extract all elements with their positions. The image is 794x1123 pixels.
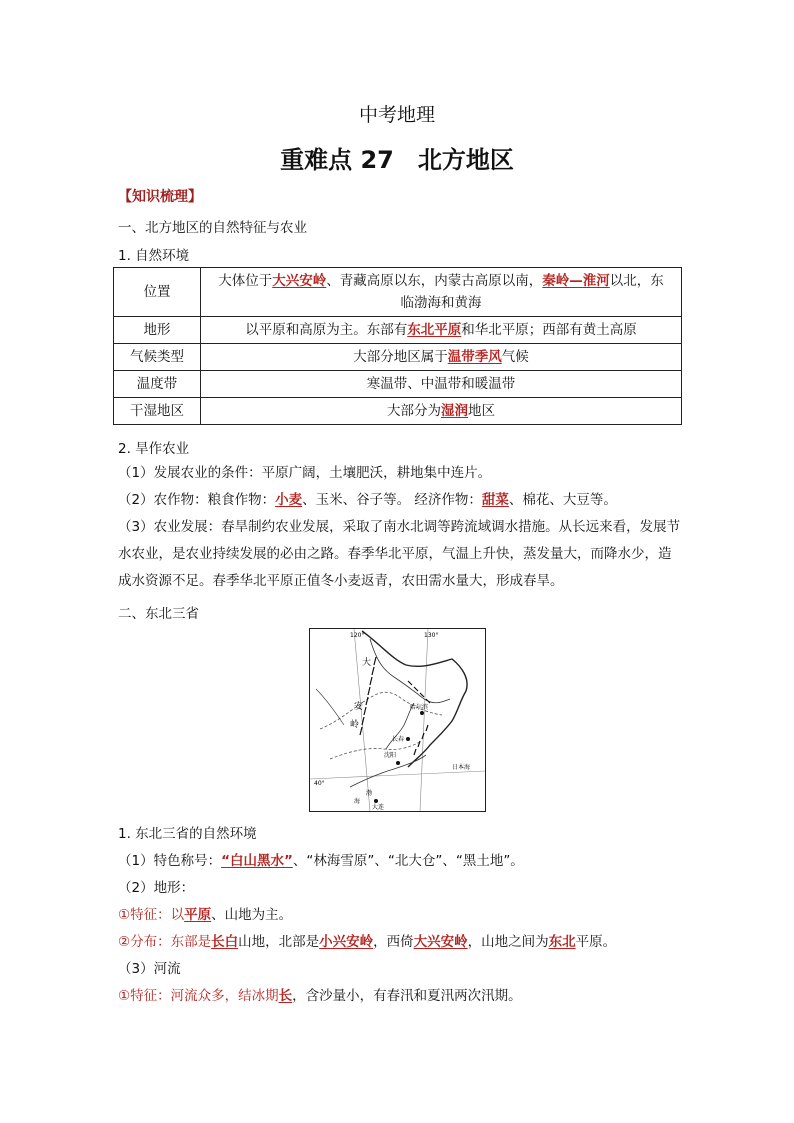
table-row <box>114 398 682 425</box>
city-marker-dalian <box>374 799 378 803</box>
text-segment: 、青藏高原以东，内蒙古高原以南， <box>326 273 543 289</box>
table-label: 位置 <box>114 268 201 317</box>
text-segment: 地区 <box>468 403 495 419</box>
text-segment: 临渤海和黄海 <box>400 295 482 311</box>
text-segment: 气候 <box>501 349 529 365</box>
text-segment: 以平原和高原为主。东部有 <box>245 322 408 338</box>
environment-table <box>113 267 682 425</box>
table-row <box>114 268 682 317</box>
paragraph: （3）农业发展：春旱制约农业发展，采取了南水北调等跨流域调水措施。从长远来看，发展节水农业，是农业持续发展的必由之路。春季华北平原，气温上升快，蒸发量大，而降水少，造成水资源不足。春季华北平原正值冬小麦返青，农田需水量大，形成春旱。 <box>118 519 681 589</box>
text-segment: 以北，东 <box>609 273 664 289</box>
key-term: 平原 <box>184 907 212 923</box>
map-label: 沈阳 <box>384 752 397 759</box>
key-term: 甜菜 <box>481 492 509 508</box>
city-marker-harbin <box>420 711 424 715</box>
map-label: 海 <box>354 798 361 805</box>
province-border <box>330 741 422 759</box>
paragraph <box>118 984 522 1004</box>
text-segment: （2）农作物：粮食作物： <box>118 492 276 508</box>
part1-sub1: 1. 自然环境 <box>118 248 190 264</box>
table-row <box>114 344 682 371</box>
paragraph <box>118 903 292 923</box>
table-label: 干湿地区 <box>114 398 201 425</box>
map-label: 渤 <box>366 790 373 797</box>
map-label: 大 <box>362 658 372 668</box>
table-label: 地形 <box>114 317 201 344</box>
map-label: 安 <box>354 702 364 712</box>
table-row <box>114 317 682 344</box>
text-segment: ，含沙量小，有春汛和夏汛两次汛期。 <box>292 988 522 1004</box>
page-subject: 中考地理 <box>358 104 435 126</box>
table-row <box>114 371 682 398</box>
table-label: 气候类型 <box>114 344 201 371</box>
mountain-range-xiao-xing-an <box>408 681 430 703</box>
text-segment: 大部分为 <box>387 403 441 419</box>
text-segment: （1）特色称号： <box>118 853 222 869</box>
text-segment: 平原。 <box>575 934 617 950</box>
text-segment: 大体位于 <box>218 273 273 289</box>
key-term: 小麦 <box>275 492 303 508</box>
text-segment: ，西倚 <box>373 934 414 950</box>
key-term: 温带季风 <box>447 349 502 365</box>
meridian-line <box>420 629 428 811</box>
key-term: 长白 <box>211 934 239 950</box>
map-label: 日本海 <box>452 764 471 771</box>
section-tag: 【知识梳理】 <box>118 189 202 205</box>
key-term: 东北 <box>548 934 576 950</box>
text-segment: 山地，北部是 <box>238 934 320 950</box>
paragraph <box>118 930 616 950</box>
map-label: 大连 <box>372 804 385 811</box>
parallel-line <box>310 771 485 779</box>
text-segment: 、棉花、大豆等。 <box>508 492 617 508</box>
table-label: 温度带 <box>114 371 201 398</box>
map-label: 120° <box>350 632 365 639</box>
text-segment: 、“林海雪原”、“北大仓”、“黑土地”。 <box>292 853 524 869</box>
table-cell-location <box>201 268 682 317</box>
map-label: 130° <box>424 632 439 639</box>
text-segment: 、山地为主。 <box>211 907 293 923</box>
key-term: 大兴安岭 <box>272 273 327 289</box>
city-marker-changchun <box>406 737 410 741</box>
text-segment: 大部分地区属于 <box>353 349 448 365</box>
map-label: 岭 <box>350 720 360 730</box>
text-segment: 、玉米、谷子等。 经济作物： <box>302 492 482 508</box>
key-term: 大兴安岭 <box>413 934 468 950</box>
part2-sub1: 1. 东北三省的自然环境 <box>118 826 257 842</box>
key-term: “白山黑水” <box>221 853 293 869</box>
northeast-map <box>309 628 486 812</box>
table-cell-temperature: 寒温带、中温带和暖温带 <box>201 371 682 398</box>
table-cell-terrain <box>201 317 682 344</box>
text-segment: ①特征：以 <box>118 907 185 923</box>
city-marker-shenyang <box>396 761 400 765</box>
part1-heading: 一、北方地区的自然特征与农业 <box>118 220 307 236</box>
map-label: 哈尔滨 <box>410 704 429 711</box>
table-cell-moisture <box>201 398 682 425</box>
paragraph <box>118 487 683 514</box>
key-term: 长 <box>278 988 293 1004</box>
border-line <box>362 631 467 767</box>
key-term: 湿润 <box>441 403 468 419</box>
text-segment: ②分布：东部是 <box>118 934 212 950</box>
text-segment: 和华北平原；西部有黄土高原 <box>461 322 637 338</box>
paragraph: （3）河流 <box>118 961 181 977</box>
river-line <box>316 689 344 725</box>
paragraph <box>118 849 524 869</box>
paragraph: （1）发展农业的条件：平原广阔，土壤肥沃，耕地集中连片。 <box>118 465 492 481</box>
river-line <box>370 639 450 703</box>
part2-heading: 二、东北三省 <box>118 606 199 622</box>
paragraph: （2）地形： <box>118 880 195 896</box>
map-label: 长春 <box>392 736 405 743</box>
table-cell-climate <box>201 344 682 371</box>
text-segment: ①特征：河流众多，结冰期 <box>118 988 279 1004</box>
key-term: 东北平原 <box>407 322 462 338</box>
page-title: 重难点 27 北方地区 <box>280 146 514 174</box>
part1-sub2: 2. 旱作农业 <box>118 441 190 457</box>
key-term: 小兴安岭 <box>319 934 374 950</box>
text-segment: ，山地之间为 <box>467 934 549 950</box>
map-label: 40° <box>314 780 325 787</box>
key-term: 秦岭—淮河 <box>542 273 610 289</box>
